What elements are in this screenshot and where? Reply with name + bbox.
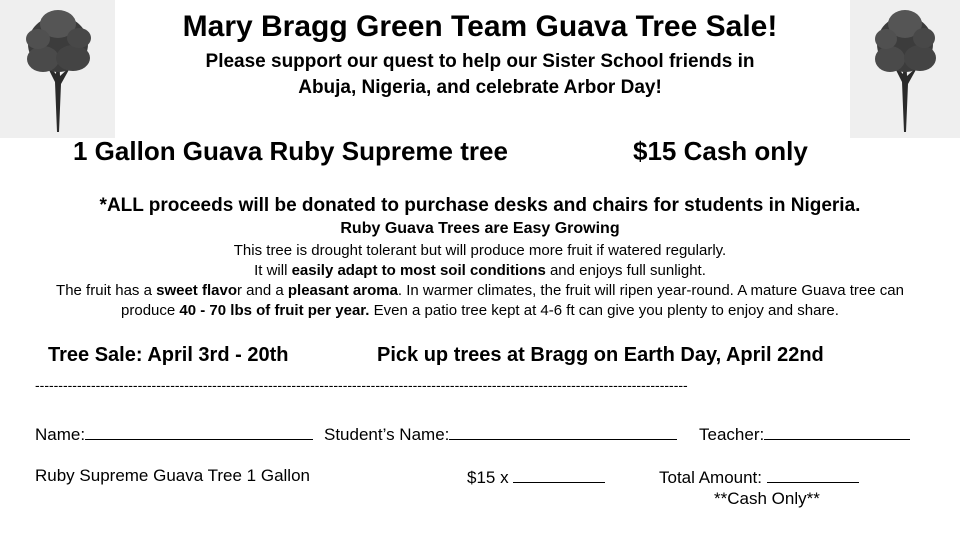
- subtitle-line-1: Please support our quest to help our Sister School friends in: [205, 51, 755, 72]
- order-item: Ruby Supreme Guava Tree 1 Gallon: [35, 466, 310, 485]
- pickup-info: Pick up trees at Bragg on Earth Day, April 22nd: [377, 344, 824, 366]
- teacher-blank[interactable]: [764, 423, 910, 440]
- subtitle-line-2: Abuja, Nigeria, and celebrate Arbor Day!: [298, 77, 662, 98]
- sale-dates: Tree Sale: April 3rd - 20th: [48, 344, 289, 366]
- cut-line: --------------------------------------------------------------------------------------------------------------------------------------------: [35, 377, 688, 393]
- cash-only-note: **Cash Only**: [714, 489, 820, 508]
- quantity-row: [467, 466, 605, 488]
- product-name: 1 Gallon Guava Ruby Supreme tree: [73, 136, 508, 166]
- info-line-4: produce 40 - 70 lbs of fruit per year. Even a patio tree kept at 4-6 ft can give you plenty to enjoy and share.: [121, 302, 839, 319]
- product-price: $15 Cash only: [633, 136, 808, 166]
- teacher-field-row: [699, 423, 910, 445]
- name-field-row: [35, 423, 313, 445]
- quantity-blank[interactable]: [513, 466, 605, 483]
- info-line-2: It will easily adapt to most soil conditions and enjoys full sunlight.: [254, 262, 706, 279]
- student-field-row: [324, 423, 677, 445]
- name-blank[interactable]: [85, 423, 313, 440]
- name-label: Name:: [35, 425, 86, 444]
- quantity-label: $15 x: [467, 468, 509, 487]
- page-title: Mary Bragg Green Team Guava Tree Sale!: [182, 10, 778, 43]
- total-label: Total Amount:: [659, 468, 763, 487]
- total-row: [659, 466, 859, 488]
- student-name-label: Student’s Name:: [324, 425, 450, 444]
- info-line-3: The fruit has a sweet flavor and a pleasant aroma. In warmer climates, the fruit will ripen year-round. A mature Guava tree can: [56, 282, 904, 299]
- proceeds-note: *ALL proceeds will be donated to purchase desks and chairs for students in Nigeria.: [99, 195, 861, 216]
- student-name-blank[interactable]: [449, 423, 677, 440]
- info-heading: Ruby Guava Trees are Easy Growing: [340, 220, 620, 237]
- total-blank[interactable]: [767, 466, 859, 483]
- info-line-1: This tree is drought tolerant but will produce more fruit if watered regularly.: [233, 242, 727, 259]
- teacher-label: Teacher:: [699, 425, 765, 444]
